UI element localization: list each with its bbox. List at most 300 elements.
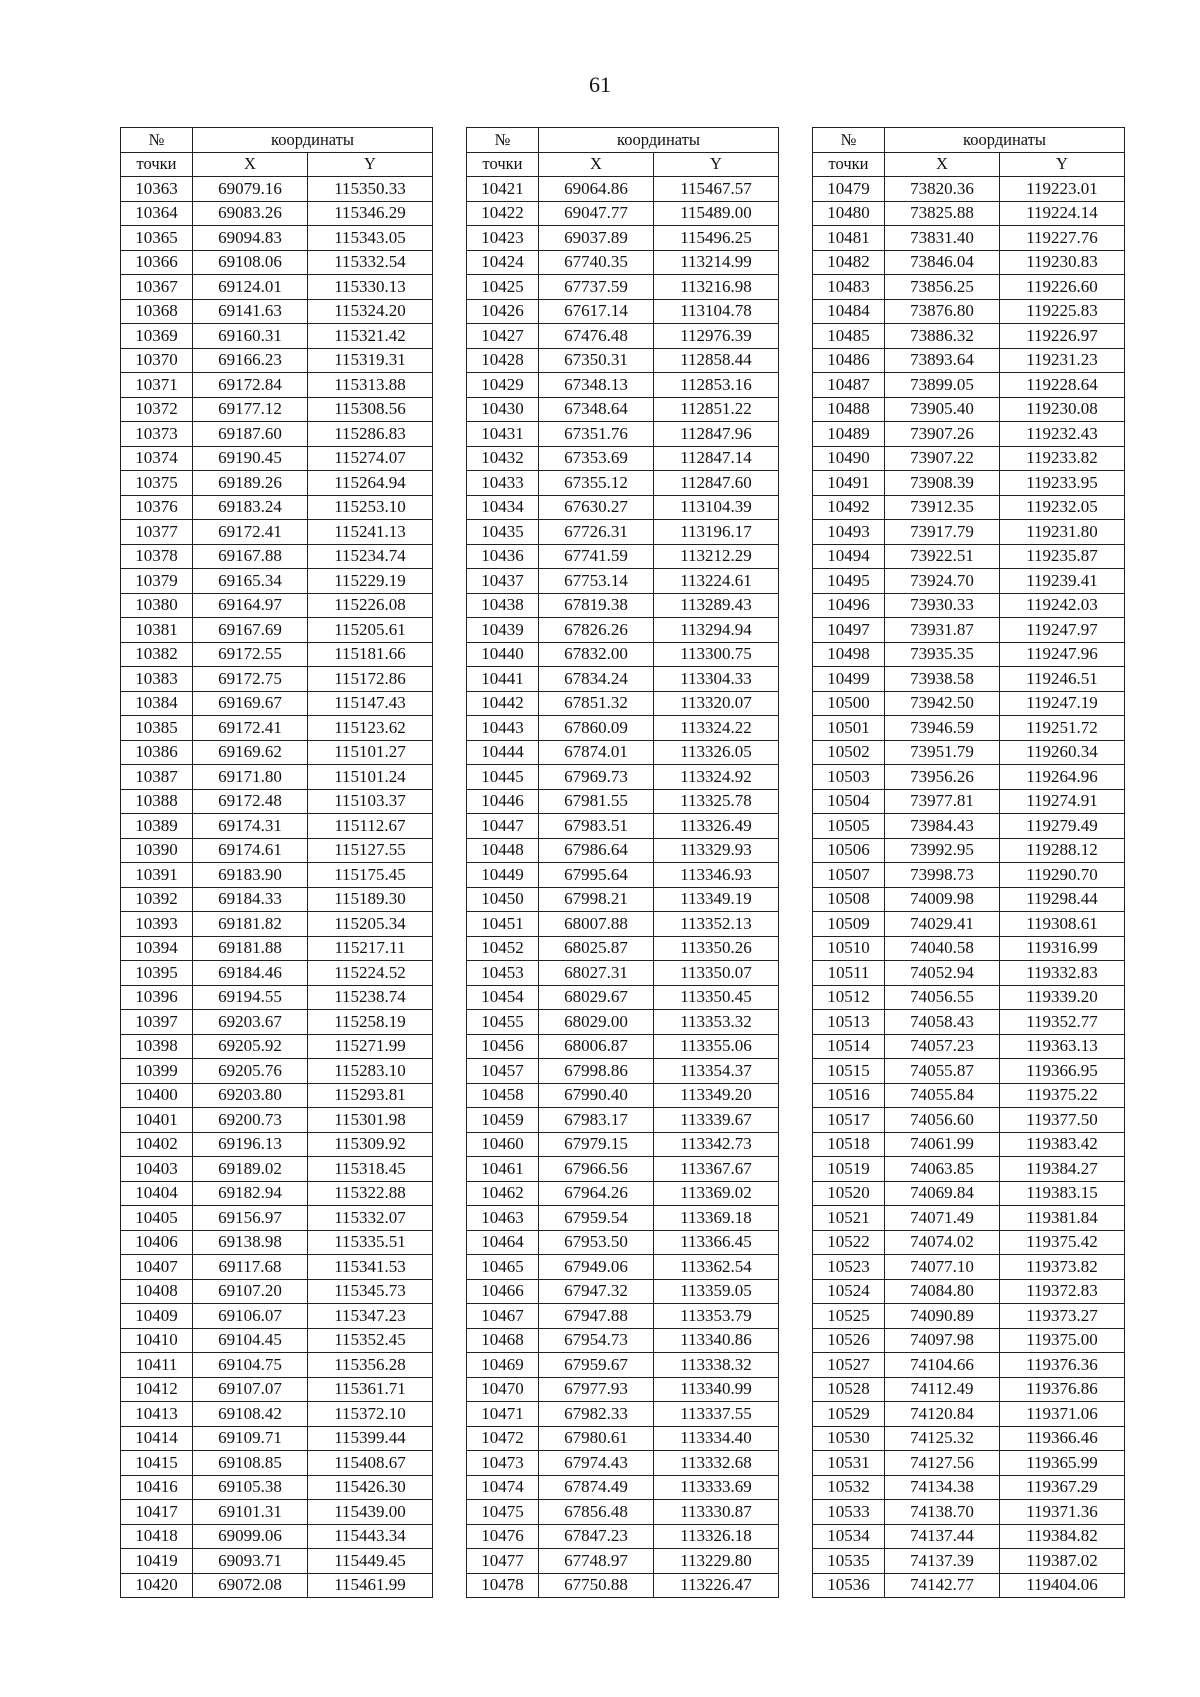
point-number-cell: 10534 bbox=[813, 1524, 885, 1549]
x-coordinate-cell: 67982.33 bbox=[539, 1402, 654, 1427]
y-coordinate-cell: 113355.06 bbox=[654, 1034, 779, 1059]
y-coordinate-cell: 115293.81 bbox=[308, 1083, 433, 1108]
y-coordinate-cell: 119233.95 bbox=[1000, 471, 1125, 496]
x-coordinate-cell: 69141.63 bbox=[193, 299, 308, 324]
point-number-cell: 10478 bbox=[467, 1573, 539, 1598]
point-number-cell: 10505 bbox=[813, 814, 885, 839]
y-coordinate-cell: 119387.02 bbox=[1000, 1549, 1125, 1574]
table-row bbox=[121, 1279, 433, 1304]
table-row bbox=[813, 324, 1125, 349]
y-coordinate-cell: 112847.14 bbox=[654, 446, 779, 471]
table-row bbox=[121, 177, 433, 202]
point-number-cell: 10479 bbox=[813, 177, 885, 202]
table-row bbox=[467, 1328, 779, 1353]
y-coordinate-cell: 115258.19 bbox=[308, 1010, 433, 1035]
y-coordinate-cell: 115426.30 bbox=[308, 1475, 433, 1500]
y-coordinate-cell: 115189.30 bbox=[308, 887, 433, 912]
table-row bbox=[467, 1059, 779, 1084]
table-row bbox=[813, 1108, 1125, 1133]
table-row bbox=[813, 642, 1125, 667]
x-coordinate-cell: 67753.14 bbox=[539, 569, 654, 594]
x-coordinate-cell: 69181.82 bbox=[193, 912, 308, 937]
x-coordinate-cell: 69167.88 bbox=[193, 544, 308, 569]
point-number-cell: 10433 bbox=[467, 471, 539, 496]
table-row bbox=[467, 691, 779, 716]
x-coordinate-cell: 73908.39 bbox=[885, 471, 1000, 496]
x-coordinate-cell: 67947.88 bbox=[539, 1304, 654, 1329]
x-coordinate-cell: 74029.41 bbox=[885, 912, 1000, 937]
point-number-cell: 10502 bbox=[813, 740, 885, 765]
point-number-cell: 10520 bbox=[813, 1181, 885, 1206]
table-row bbox=[813, 1353, 1125, 1378]
x-coordinate-cell: 74127.56 bbox=[885, 1451, 1000, 1476]
point-number-cell: 10411 bbox=[121, 1353, 193, 1378]
point-number-cell: 10374 bbox=[121, 446, 193, 471]
point-number-cell: 10486 bbox=[813, 348, 885, 373]
x-coordinate-cell: 74055.87 bbox=[885, 1059, 1000, 1084]
y-coordinate-cell: 119363.13 bbox=[1000, 1034, 1125, 1059]
point-number-cell: 10532 bbox=[813, 1475, 885, 1500]
y-coordinate-cell: 119366.46 bbox=[1000, 1426, 1125, 1451]
table-row bbox=[467, 1500, 779, 1525]
y-coordinate-cell: 115301.98 bbox=[308, 1108, 433, 1133]
point-number-cell: 10527 bbox=[813, 1353, 885, 1378]
y-coordinate-cell: 113340.86 bbox=[654, 1328, 779, 1353]
table-row bbox=[813, 1377, 1125, 1402]
point-number-cell: 10403 bbox=[121, 1157, 193, 1182]
point-number-cell: 10378 bbox=[121, 544, 193, 569]
header-coordinates: координаты bbox=[193, 128, 433, 153]
y-coordinate-cell: 112853.16 bbox=[654, 373, 779, 398]
header-x: X bbox=[193, 152, 308, 177]
y-coordinate-cell: 113229.80 bbox=[654, 1549, 779, 1574]
y-coordinate-cell: 115224.52 bbox=[308, 961, 433, 986]
table-row bbox=[813, 520, 1125, 545]
table-row bbox=[467, 789, 779, 814]
point-number-cell: 10415 bbox=[121, 1451, 193, 1476]
point-number-cell: 10396 bbox=[121, 985, 193, 1010]
x-coordinate-cell: 73956.26 bbox=[885, 765, 1000, 790]
table-row bbox=[813, 177, 1125, 202]
y-coordinate-cell: 119365.99 bbox=[1000, 1451, 1125, 1476]
point-number-cell: 10366 bbox=[121, 250, 193, 275]
x-coordinate-cell: 69101.31 bbox=[193, 1500, 308, 1525]
y-coordinate-cell: 113304.33 bbox=[654, 667, 779, 692]
y-coordinate-cell: 119404.06 bbox=[1000, 1573, 1125, 1598]
x-coordinate-cell: 67983.51 bbox=[539, 814, 654, 839]
y-coordinate-cell: 115175.45 bbox=[308, 863, 433, 888]
y-coordinate-cell: 119274.91 bbox=[1000, 789, 1125, 814]
x-coordinate-cell: 73992.95 bbox=[885, 838, 1000, 863]
point-number-cell: 10491 bbox=[813, 471, 885, 496]
y-coordinate-cell: 113369.02 bbox=[654, 1181, 779, 1206]
table-row bbox=[813, 1132, 1125, 1157]
header-y: Y bbox=[1000, 152, 1125, 177]
table-row bbox=[813, 1206, 1125, 1231]
table-row bbox=[121, 569, 433, 594]
y-coordinate-cell: 115318.45 bbox=[308, 1157, 433, 1182]
y-coordinate-cell: 115399.44 bbox=[308, 1426, 433, 1451]
y-coordinate-cell: 113104.39 bbox=[654, 495, 779, 520]
point-number-cell: 10389 bbox=[121, 814, 193, 839]
table-row bbox=[121, 1549, 433, 1574]
x-coordinate-cell: 73942.50 bbox=[885, 691, 1000, 716]
point-number-cell: 10475 bbox=[467, 1500, 539, 1525]
y-coordinate-cell: 113214.99 bbox=[654, 250, 779, 275]
y-coordinate-cell: 119381.84 bbox=[1000, 1206, 1125, 1231]
y-coordinate-cell: 115332.54 bbox=[308, 250, 433, 275]
y-coordinate-cell: 115496.25 bbox=[654, 226, 779, 251]
table-row bbox=[467, 422, 779, 447]
y-coordinate-cell: 115309.92 bbox=[308, 1132, 433, 1157]
x-coordinate-cell: 69196.13 bbox=[193, 1132, 308, 1157]
y-coordinate-cell: 119298.44 bbox=[1000, 887, 1125, 912]
point-number-cell: 10434 bbox=[467, 495, 539, 520]
y-coordinate-cell: 115229.19 bbox=[308, 569, 433, 594]
table-row bbox=[813, 373, 1125, 398]
point-number-cell: 10419 bbox=[121, 1549, 193, 1574]
y-coordinate-cell: 113359.05 bbox=[654, 1279, 779, 1304]
y-coordinate-cell: 115335.51 bbox=[308, 1230, 433, 1255]
x-coordinate-cell: 73876.80 bbox=[885, 299, 1000, 324]
y-coordinate-cell: 119308.61 bbox=[1000, 912, 1125, 937]
table-row bbox=[813, 1059, 1125, 1084]
table-row bbox=[467, 1402, 779, 1427]
table-row bbox=[813, 446, 1125, 471]
y-coordinate-cell: 119223.01 bbox=[1000, 177, 1125, 202]
table-row bbox=[813, 1255, 1125, 1280]
x-coordinate-cell: 69104.45 bbox=[193, 1328, 308, 1353]
table-row bbox=[467, 765, 779, 790]
table-row bbox=[467, 348, 779, 373]
x-coordinate-cell: 74077.10 bbox=[885, 1255, 1000, 1280]
point-number-cell: 10385 bbox=[121, 716, 193, 741]
point-number-cell: 10531 bbox=[813, 1451, 885, 1476]
point-number-cell: 10445 bbox=[467, 765, 539, 790]
x-coordinate-cell: 74137.39 bbox=[885, 1549, 1000, 1574]
table-row bbox=[467, 1573, 779, 1598]
table-row bbox=[121, 1500, 433, 1525]
y-coordinate-cell: 119376.36 bbox=[1000, 1353, 1125, 1378]
table-row bbox=[813, 1573, 1125, 1598]
table-row bbox=[467, 1255, 779, 1280]
x-coordinate-cell: 67969.73 bbox=[539, 765, 654, 790]
table-row bbox=[121, 1573, 433, 1598]
table-row bbox=[121, 961, 433, 986]
y-coordinate-cell: 119235.87 bbox=[1000, 544, 1125, 569]
table-row bbox=[121, 1402, 433, 1427]
point-number-cell: 10487 bbox=[813, 373, 885, 398]
x-coordinate-cell: 67966.56 bbox=[539, 1157, 654, 1182]
y-coordinate-cell: 115439.00 bbox=[308, 1500, 433, 1525]
x-coordinate-cell: 69079.16 bbox=[193, 177, 308, 202]
table-row bbox=[121, 544, 433, 569]
header-x: X bbox=[539, 152, 654, 177]
x-coordinate-cell: 69064.86 bbox=[539, 177, 654, 202]
x-coordinate-cell: 74125.32 bbox=[885, 1426, 1000, 1451]
y-coordinate-cell: 113104.78 bbox=[654, 299, 779, 324]
point-number-cell: 10455 bbox=[467, 1010, 539, 1035]
point-number-cell: 10518 bbox=[813, 1132, 885, 1157]
table-row bbox=[813, 1230, 1125, 1255]
point-number-cell: 10437 bbox=[467, 569, 539, 594]
y-coordinate-cell: 115489.00 bbox=[654, 201, 779, 226]
y-coordinate-cell: 113329.93 bbox=[654, 838, 779, 863]
table-row bbox=[121, 250, 433, 275]
y-coordinate-cell: 119373.82 bbox=[1000, 1255, 1125, 1280]
y-coordinate-cell: 113337.55 bbox=[654, 1402, 779, 1427]
y-coordinate-cell: 113333.69 bbox=[654, 1475, 779, 1500]
x-coordinate-cell: 69037.89 bbox=[539, 226, 654, 251]
table-row bbox=[121, 691, 433, 716]
x-coordinate-cell: 67874.49 bbox=[539, 1475, 654, 1500]
x-coordinate-cell: 69172.75 bbox=[193, 667, 308, 692]
table-row bbox=[121, 1034, 433, 1059]
point-number-cell: 10384 bbox=[121, 691, 193, 716]
y-coordinate-cell: 115346.29 bbox=[308, 201, 433, 226]
point-number-cell: 10509 bbox=[813, 912, 885, 937]
x-coordinate-cell: 67964.26 bbox=[539, 1181, 654, 1206]
y-coordinate-cell: 119375.00 bbox=[1000, 1328, 1125, 1353]
y-coordinate-cell: 115350.33 bbox=[308, 177, 433, 202]
x-coordinate-cell: 73831.40 bbox=[885, 226, 1000, 251]
table-row bbox=[121, 1475, 433, 1500]
y-coordinate-cell: 115147.43 bbox=[308, 691, 433, 716]
x-coordinate-cell: 73905.40 bbox=[885, 397, 1000, 422]
table-row bbox=[813, 789, 1125, 814]
point-number-cell: 10454 bbox=[467, 985, 539, 1010]
table-row bbox=[813, 1402, 1125, 1427]
x-coordinate-cell: 69124.01 bbox=[193, 275, 308, 300]
point-number-cell: 10436 bbox=[467, 544, 539, 569]
point-number-cell: 10409 bbox=[121, 1304, 193, 1329]
point-number-cell: 10501 bbox=[813, 716, 885, 741]
x-coordinate-cell: 69177.12 bbox=[193, 397, 308, 422]
table-row bbox=[467, 1549, 779, 1574]
y-coordinate-cell: 119366.95 bbox=[1000, 1059, 1125, 1084]
point-number-cell: 10397 bbox=[121, 1010, 193, 1035]
table-row bbox=[121, 642, 433, 667]
point-number-cell: 10504 bbox=[813, 789, 885, 814]
point-number-cell: 10485 bbox=[813, 324, 885, 349]
table-row bbox=[121, 1010, 433, 1035]
point-number-cell: 10418 bbox=[121, 1524, 193, 1549]
point-number-cell: 10414 bbox=[121, 1426, 193, 1451]
x-coordinate-cell: 69174.31 bbox=[193, 814, 308, 839]
point-number-cell: 10410 bbox=[121, 1328, 193, 1353]
y-coordinate-cell: 119230.83 bbox=[1000, 250, 1125, 275]
header-y: Y bbox=[654, 152, 779, 177]
x-coordinate-cell: 69181.88 bbox=[193, 936, 308, 961]
x-coordinate-cell: 67351.76 bbox=[539, 422, 654, 447]
table-row bbox=[121, 446, 433, 471]
point-number-cell: 10507 bbox=[813, 863, 885, 888]
x-coordinate-cell: 69104.75 bbox=[193, 1353, 308, 1378]
x-coordinate-cell: 67856.48 bbox=[539, 1500, 654, 1525]
y-coordinate-cell: 115356.28 bbox=[308, 1353, 433, 1378]
point-number-cell: 10508 bbox=[813, 887, 885, 912]
x-coordinate-cell: 67998.21 bbox=[539, 887, 654, 912]
y-coordinate-cell: 113369.18 bbox=[654, 1206, 779, 1231]
x-coordinate-cell: 69184.33 bbox=[193, 887, 308, 912]
table-row bbox=[467, 1353, 779, 1378]
point-number-cell: 10431 bbox=[467, 422, 539, 447]
y-coordinate-cell: 113326.18 bbox=[654, 1524, 779, 1549]
y-coordinate-cell: 119247.19 bbox=[1000, 691, 1125, 716]
x-coordinate-cell: 73938.58 bbox=[885, 667, 1000, 692]
y-coordinate-cell: 119224.14 bbox=[1000, 201, 1125, 226]
x-coordinate-cell: 73907.22 bbox=[885, 446, 1000, 471]
point-number-cell: 10514 bbox=[813, 1034, 885, 1059]
table-row bbox=[467, 1181, 779, 1206]
x-coordinate-cell: 69172.48 bbox=[193, 789, 308, 814]
point-number-cell: 10529 bbox=[813, 1402, 885, 1427]
y-coordinate-cell: 113216.98 bbox=[654, 275, 779, 300]
y-coordinate-cell: 113330.87 bbox=[654, 1500, 779, 1525]
point-number-cell: 10393 bbox=[121, 912, 193, 937]
point-number-cell: 10398 bbox=[121, 1034, 193, 1059]
x-coordinate-cell: 73886.32 bbox=[885, 324, 1000, 349]
point-number-cell: 10495 bbox=[813, 569, 885, 594]
y-coordinate-cell: 113224.61 bbox=[654, 569, 779, 594]
point-number-cell: 10423 bbox=[467, 226, 539, 251]
x-coordinate-cell: 73951.79 bbox=[885, 740, 1000, 765]
x-coordinate-cell: 74104.66 bbox=[885, 1353, 1000, 1378]
y-coordinate-cell: 113334.40 bbox=[654, 1426, 779, 1451]
x-coordinate-cell: 73856.25 bbox=[885, 275, 1000, 300]
table-row bbox=[467, 177, 779, 202]
x-coordinate-cell: 67998.86 bbox=[539, 1059, 654, 1084]
x-coordinate-cell: 68025.87 bbox=[539, 936, 654, 961]
point-number-cell: 10428 bbox=[467, 348, 539, 373]
y-coordinate-cell: 115313.88 bbox=[308, 373, 433, 398]
x-coordinate-cell: 68029.67 bbox=[539, 985, 654, 1010]
x-coordinate-cell: 67990.40 bbox=[539, 1083, 654, 1108]
point-number-cell: 10484 bbox=[813, 299, 885, 324]
y-coordinate-cell: 112858.44 bbox=[654, 348, 779, 373]
y-coordinate-cell: 113332.68 bbox=[654, 1451, 779, 1476]
header-points: точки bbox=[467, 152, 539, 177]
y-coordinate-cell: 113353.32 bbox=[654, 1010, 779, 1035]
y-coordinate-cell: 113354.37 bbox=[654, 1059, 779, 1084]
x-coordinate-cell: 73998.73 bbox=[885, 863, 1000, 888]
x-coordinate-cell: 73917.79 bbox=[885, 520, 1000, 545]
point-number-cell: 10499 bbox=[813, 667, 885, 692]
table-row bbox=[813, 397, 1125, 422]
y-coordinate-cell: 119246.51 bbox=[1000, 667, 1125, 692]
table-row bbox=[467, 324, 779, 349]
table-row bbox=[467, 544, 779, 569]
point-number-cell: 10438 bbox=[467, 593, 539, 618]
x-coordinate-cell: 74084.80 bbox=[885, 1279, 1000, 1304]
point-number-cell: 10477 bbox=[467, 1549, 539, 1574]
y-coordinate-cell: 113346.93 bbox=[654, 863, 779, 888]
point-number-cell: 10413 bbox=[121, 1402, 193, 1427]
x-coordinate-cell: 69109.71 bbox=[193, 1426, 308, 1451]
point-number-cell: 10388 bbox=[121, 789, 193, 814]
y-coordinate-cell: 119367.29 bbox=[1000, 1475, 1125, 1500]
y-coordinate-cell: 119332.83 bbox=[1000, 961, 1125, 986]
x-coordinate-cell: 69203.80 bbox=[193, 1083, 308, 1108]
point-number-cell: 10476 bbox=[467, 1524, 539, 1549]
y-coordinate-cell: 115286.83 bbox=[308, 422, 433, 447]
table-row bbox=[121, 201, 433, 226]
y-coordinate-cell: 112847.60 bbox=[654, 471, 779, 496]
table-row bbox=[121, 397, 433, 422]
x-coordinate-cell: 73931.87 bbox=[885, 618, 1000, 643]
x-coordinate-cell: 69189.26 bbox=[193, 471, 308, 496]
y-coordinate-cell: 119384.27 bbox=[1000, 1157, 1125, 1182]
point-number-cell: 10426 bbox=[467, 299, 539, 324]
point-number-cell: 10492 bbox=[813, 495, 885, 520]
point-number-cell: 10490 bbox=[813, 446, 885, 471]
point-number-cell: 10368 bbox=[121, 299, 193, 324]
point-number-cell: 10519 bbox=[813, 1157, 885, 1182]
x-coordinate-cell: 67350.31 bbox=[539, 348, 654, 373]
header-no: № bbox=[121, 128, 193, 153]
table-row bbox=[467, 667, 779, 692]
point-number-cell: 10535 bbox=[813, 1549, 885, 1574]
y-coordinate-cell: 113324.22 bbox=[654, 716, 779, 741]
point-number-cell: 10526 bbox=[813, 1328, 885, 1353]
y-coordinate-cell: 119279.49 bbox=[1000, 814, 1125, 839]
x-coordinate-cell: 69164.97 bbox=[193, 593, 308, 618]
table-row bbox=[813, 422, 1125, 447]
table-body bbox=[813, 177, 1125, 1598]
x-coordinate-cell: 67851.32 bbox=[539, 691, 654, 716]
x-coordinate-cell: 69083.26 bbox=[193, 201, 308, 226]
table-row bbox=[467, 618, 779, 643]
table-row bbox=[813, 348, 1125, 373]
y-coordinate-cell: 115103.37 bbox=[308, 789, 433, 814]
point-number-cell: 10404 bbox=[121, 1181, 193, 1206]
table-row bbox=[467, 569, 779, 594]
point-number-cell: 10471 bbox=[467, 1402, 539, 1427]
x-coordinate-cell: 67959.67 bbox=[539, 1353, 654, 1378]
x-coordinate-cell: 74061.99 bbox=[885, 1132, 1000, 1157]
x-coordinate-cell: 69169.62 bbox=[193, 740, 308, 765]
point-number-cell: 10363 bbox=[121, 177, 193, 202]
x-coordinate-cell: 74056.55 bbox=[885, 985, 1000, 1010]
y-coordinate-cell: 113367.67 bbox=[654, 1157, 779, 1182]
y-coordinate-cell: 113340.99 bbox=[654, 1377, 779, 1402]
table-row bbox=[121, 1230, 433, 1255]
table-row bbox=[121, 495, 433, 520]
table-row bbox=[467, 446, 779, 471]
header-points: точки bbox=[813, 152, 885, 177]
y-coordinate-cell: 113350.26 bbox=[654, 936, 779, 961]
y-coordinate-cell: 113226.47 bbox=[654, 1573, 779, 1598]
x-coordinate-cell: 69160.31 bbox=[193, 324, 308, 349]
table-row bbox=[813, 299, 1125, 324]
table-row bbox=[467, 1426, 779, 1451]
y-coordinate-cell: 113339.67 bbox=[654, 1108, 779, 1133]
y-coordinate-cell: 115321.42 bbox=[308, 324, 433, 349]
point-number-cell: 10381 bbox=[121, 618, 193, 643]
point-number-cell: 10375 bbox=[121, 471, 193, 496]
point-number-cell: 10496 bbox=[813, 593, 885, 618]
y-coordinate-cell: 115101.24 bbox=[308, 765, 433, 790]
point-number-cell: 10511 bbox=[813, 961, 885, 986]
y-coordinate-cell: 115443.34 bbox=[308, 1524, 433, 1549]
x-coordinate-cell: 69171.80 bbox=[193, 765, 308, 790]
x-coordinate-cell: 73946.59 bbox=[885, 716, 1000, 741]
x-coordinate-cell: 69167.69 bbox=[193, 618, 308, 643]
table-row bbox=[813, 716, 1125, 741]
point-number-cell: 10506 bbox=[813, 838, 885, 863]
y-coordinate-cell: 119375.22 bbox=[1000, 1083, 1125, 1108]
x-coordinate-cell: 74057.23 bbox=[885, 1034, 1000, 1059]
